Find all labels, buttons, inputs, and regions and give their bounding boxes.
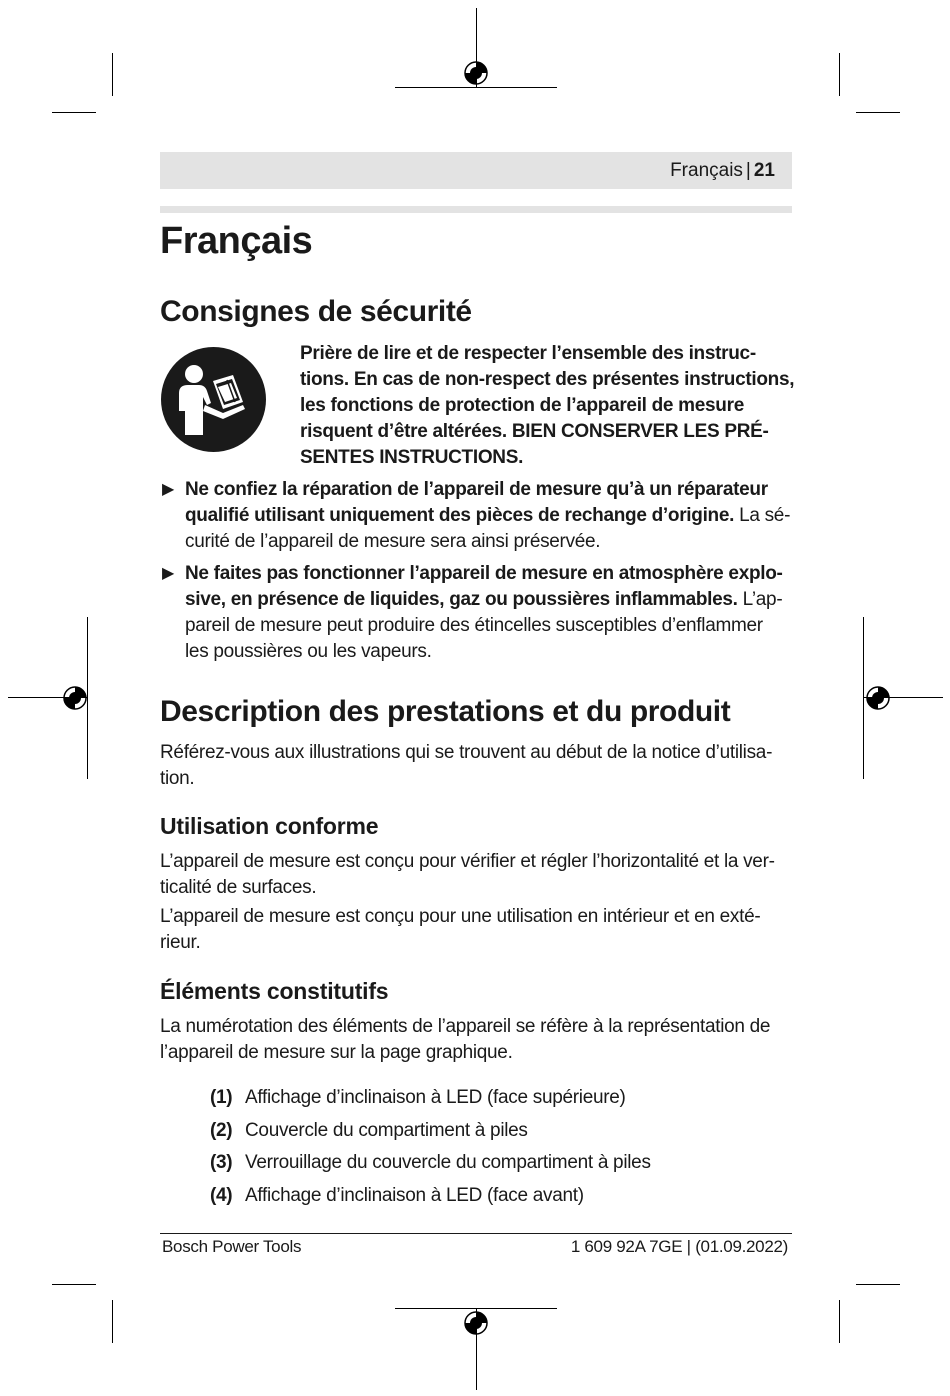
- safety-intro-line: risquent d’être altérées. BIEN CONSERVER LES PRÉ-: [300, 421, 769, 442]
- bullet-arrow-icon: ▶: [162, 481, 175, 498]
- intended-use-line: ticalité de surfaces.: [160, 877, 317, 898]
- intended-use-text: [160, 849, 800, 956]
- safety-bullet: [185, 561, 805, 665]
- bullet-bold-text: qualifié utilisant uniquement des pièces de rechange d’origine.: [185, 505, 735, 526]
- component-item: [210, 1118, 528, 1144]
- safety-heading: Consignes de sécurité: [160, 295, 472, 328]
- footer-rule: [160, 1233, 792, 1234]
- safety-intro-line: tions. En cas de non-respect des présentes instructions,: [300, 369, 795, 390]
- intended-use-heading: Utilisation conforme: [160, 813, 379, 839]
- component-item: [210, 1150, 651, 1176]
- intended-use-line: rieur.: [160, 932, 201, 953]
- header-page-number: 21: [753, 160, 775, 181]
- page-header: [160, 152, 792, 189]
- intended-use-line: L’appareil de mesure est conçu pour une utilisation en intérieur et en exté-: [160, 906, 761, 927]
- header-text: Français | 21: [670, 160, 775, 181]
- component-item: [210, 1085, 626, 1111]
- bullet-bold-text: Ne confiez la réparation de l’appareil de mesure qu’à un réparateur: [185, 479, 768, 500]
- component-item: [210, 1183, 584, 1209]
- bullet-text: pareil de mesure peut produire des étincelles susceptibles d’enflammer: [185, 615, 763, 636]
- component-label: Affichage d’inclinaison à LED (face supérieure): [245, 1087, 626, 1108]
- component-label: Verrouillage du couvercle du compartiment à piles: [245, 1152, 651, 1173]
- description-heading: Description des prestations et du produit: [160, 695, 731, 728]
- safety-intro-line: SENTES INSTRUCTIONS.: [300, 447, 524, 468]
- bullet-text: L’ap-: [737, 589, 783, 610]
- footer-brand: Bosch Power Tools: [162, 1237, 302, 1256]
- safety-bullet: [185, 477, 805, 555]
- registration-mark-icon: [60, 683, 90, 713]
- components-intro: [160, 1014, 800, 1066]
- description-intro: [160, 740, 800, 792]
- bullet-bold-text: Ne faites pas fonctionner l’appareil de mesure en atmosphère explo-: [185, 563, 783, 584]
- bullet-text: curité de l’appareil de mesure sera ainsi préservée.: [185, 531, 601, 552]
- safety-intro: [300, 341, 800, 471]
- bullet-bold-text: sive, en présence de liquides, gaz ou poussières inflammables.: [185, 589, 738, 610]
- description-line: tion.: [160, 768, 195, 789]
- registration-mark-icon: [461, 58, 491, 88]
- description-line: Référez-vous aux illustrations qui se trouvent au début de la notice d’utilisa-: [160, 742, 773, 763]
- header-rule: [160, 206, 792, 213]
- read-manual-icon: [161, 347, 266, 452]
- safety-intro-line: Prière de lire et de respecter l’ensemble des instruc-: [300, 343, 756, 364]
- safety-intro-line: les fonctions de protection de l’appareil de mesure: [300, 395, 744, 416]
- component-label: Affichage d’inclinaison à LED (face avant): [245, 1185, 584, 1206]
- components-heading: Éléments constitutifs: [160, 978, 389, 1004]
- page-title: Français: [160, 220, 313, 262]
- footer-doc-id: 1 609 92A 7GE | (01.09.2022): [570, 1237, 788, 1256]
- bullet-text: La sé-: [734, 505, 791, 526]
- intended-use-line: L’appareil de mesure est conçu pour vérifier et régler l’horizontalité et la ver-: [160, 851, 775, 872]
- components-intro-line: La numérotation des éléments de l’appareil se réfère à la représentation de: [160, 1016, 771, 1037]
- bullet-arrow-icon: ▶: [162, 565, 175, 582]
- component-label: Couvercle du compartiment à piles: [245, 1120, 528, 1141]
- components-intro-line: l’appareil de mesure sur la page graphique.: [160, 1042, 513, 1063]
- component-number: (2): [210, 1120, 233, 1141]
- registration-mark-icon: [461, 1308, 491, 1338]
- component-number: (3): [210, 1152, 233, 1173]
- registration-mark-icon: [863, 683, 893, 713]
- component-number: (4): [210, 1185, 233, 1206]
- bullet-text: les poussières ou les vapeurs.: [185, 641, 432, 662]
- header-language: Français: [670, 160, 743, 181]
- component-number: (1): [210, 1087, 233, 1108]
